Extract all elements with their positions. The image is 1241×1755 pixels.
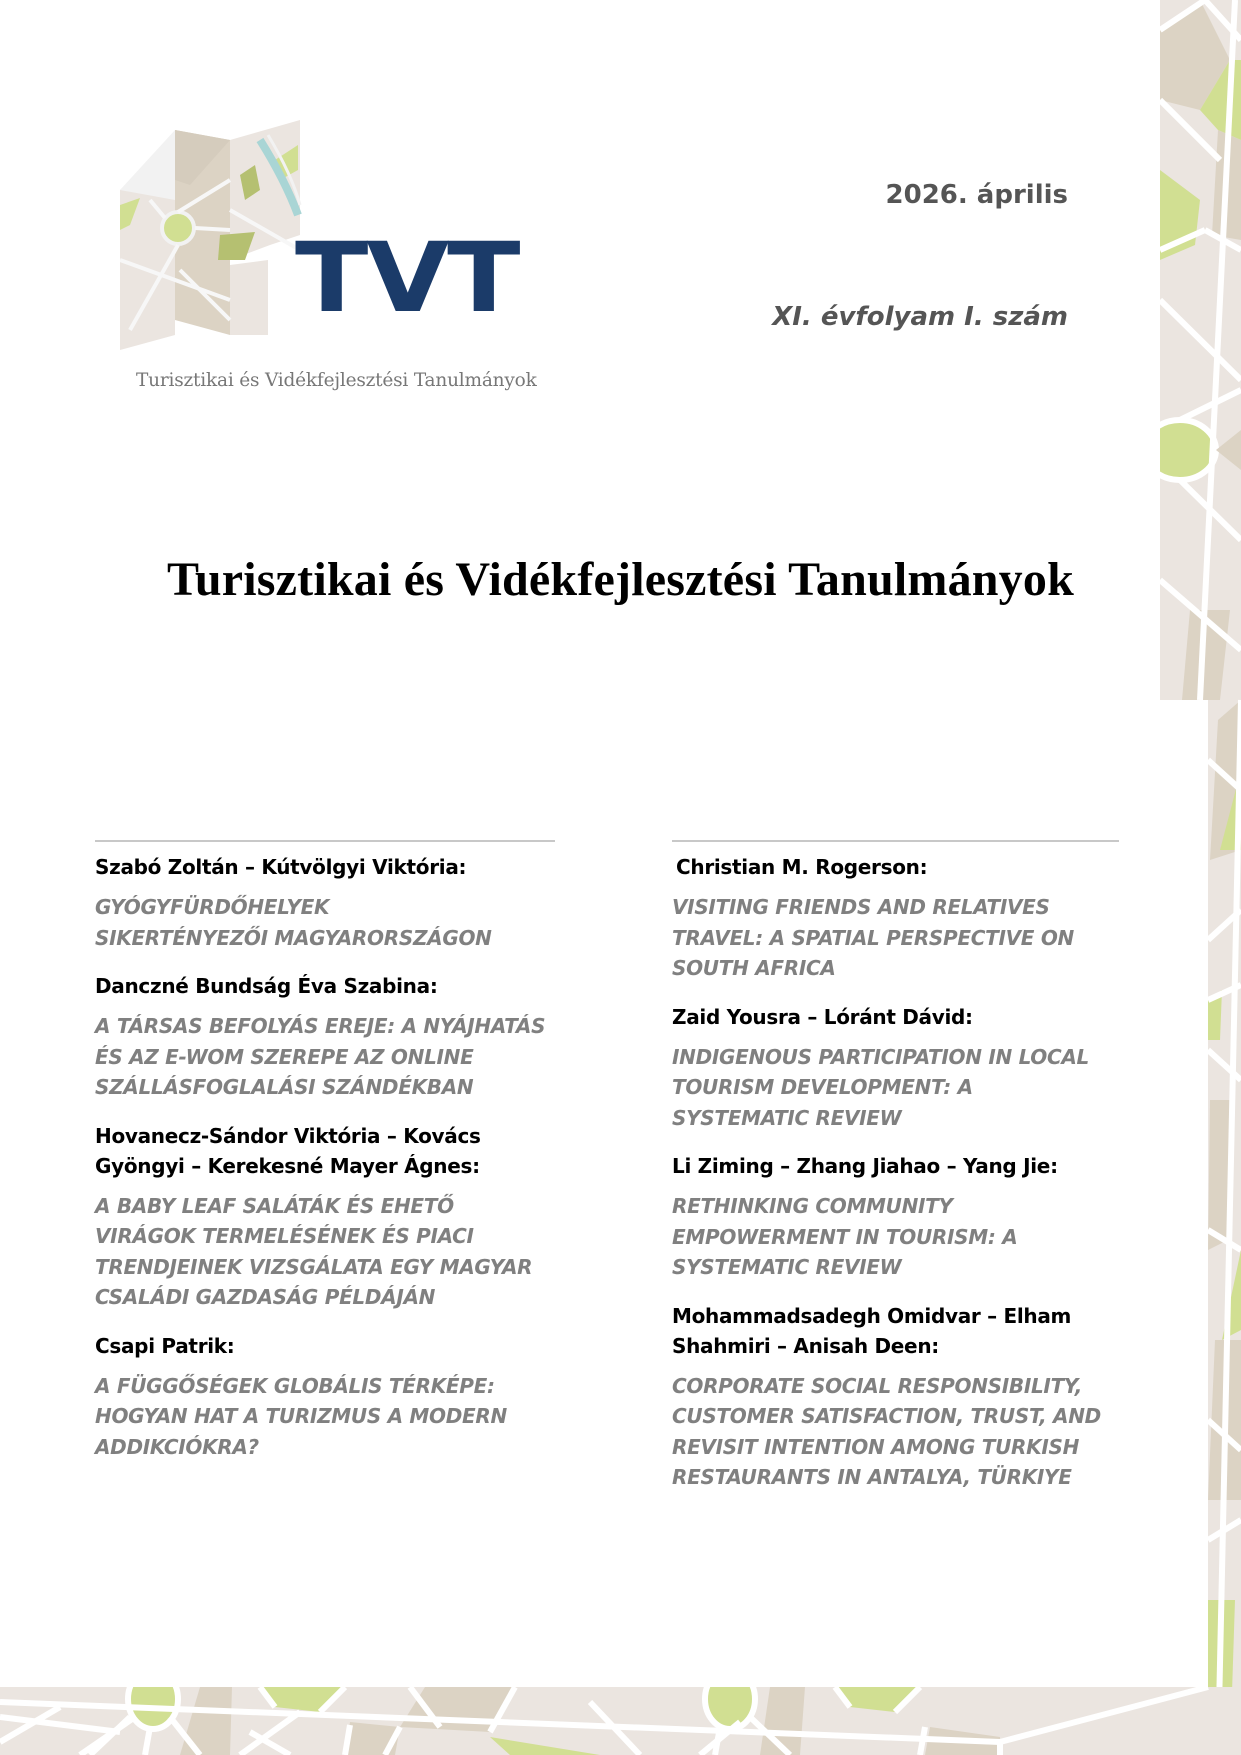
divider <box>95 840 555 842</box>
article-title[interactable]: CORPORATE SOCIAL RESPONSIBILITY, CUSTOMER SATISFACTION, TRUST, AND REVISIT INTENTION AMONG TURKISH RESTAURANTS IN ANTALYA, TÜRKIYE <box>672 1373 1101 1489</box>
map-pattern-right-border <box>1160 0 1241 1755</box>
article-title[interactable]: INDIGENOUS PARTICIPATION IN LOCAL TOURISM DEVELOPMENT: A SYSTEMATIC REVIEW <box>672 1044 1090 1130</box>
article-title[interactable]: GYÓGYFÜRDŐHELYEK SIKERTÉNYEZŐI MAGYARORSZÁGON <box>95 895 492 950</box>
article-authors: Hovanecz-Sándor Viktória – Kovács Gyöngyi – Kerekesné Mayer Ágnes: <box>95 1123 481 1178</box>
article-authors: Zaid Yousra – Lóránt Dávid: <box>672 1004 973 1029</box>
journal-logo <box>120 120 540 400</box>
divider <box>672 840 1119 842</box>
article-entry[interactable] <box>672 1151 1122 1283</box>
article-title[interactable]: A BABY LEAF SALÁTÁK ÉS EHETŐ VIRÁGOK TERMELÉSÉNEK ÉS PIACI TRENDJEINEK VIZSGÁLATA EGY MAGYAR CSALÁDI GAZDASÁG PÉLDÁJÁN <box>95 1193 533 1309</box>
article-authors: Li Ziming – Zhang Jiahao – Yang Jie: <box>672 1154 1058 1178</box>
issue-date: 2026. április <box>885 180 1068 210</box>
issue-volume: XI. évfolyam I. szám <box>772 302 1068 332</box>
article-authors: Mohammadsadegh Omidvar – Elham Shahmiri – Anisah Deen: <box>672 1303 1072 1358</box>
article-entry[interactable] <box>672 1301 1122 1493</box>
logo-subtitle: Turisztikai és Vidékfejlesztési Tanulmányok <box>136 370 537 391</box>
article-title[interactable]: VISITING FRIENDS AND RELATIVES TRAVEL: A SPATIAL PERSPECTIVE ON SOUTH AFRICA <box>672 895 1074 980</box>
contents-left-column <box>95 840 555 1480</box>
map-pattern-bottom-border <box>0 1687 1241 1755</box>
article-authors: Szabó Zoltán – Kútvölgyi Viktória: <box>95 855 467 879</box>
article-authors: Danczné Bundság Éva Szabina: <box>95 974 438 998</box>
article-entry[interactable] <box>95 852 555 953</box>
article-entry[interactable] <box>672 1002 1122 1134</box>
article-title[interactable]: A FÜGGŐSÉGEK GLOBÁLIS TÉRKÉPE: HOGYAN HAT A TURIZMUS A MODERN ADDIKCIÓKRA? <box>95 1373 507 1459</box>
article-authors: Csapi Patrik: <box>95 1333 235 1358</box>
article-entry[interactable] <box>95 971 555 1103</box>
logo-abbreviation: TVT <box>295 222 519 334</box>
article-title[interactable]: A TÁRSAS BEFOLYÁS EREJE: A NYÁJHATÁS ÉS AZ E-WOM SZEREPE AZ ONLINE SZÁLLÁSFOGLALÁSI SZÁNDÉKBAN <box>95 1014 546 1099</box>
journal-title: Turisztikai és Vidékfejlesztési Tanulmányok <box>167 553 1074 606</box>
article-title[interactable]: RETHINKING COMMUNITY EMPOWERMENT IN TOURISM: A SYSTEMATIC REVIEW <box>672 1194 1018 1279</box>
contents-right-column <box>672 840 1122 1511</box>
article-entry[interactable] <box>95 1331 555 1463</box>
article-entry[interactable] <box>95 1121 555 1313</box>
article-authors: Christian M. Rogerson: <box>676 855 928 879</box>
article-entry[interactable] <box>672 852 1122 984</box>
